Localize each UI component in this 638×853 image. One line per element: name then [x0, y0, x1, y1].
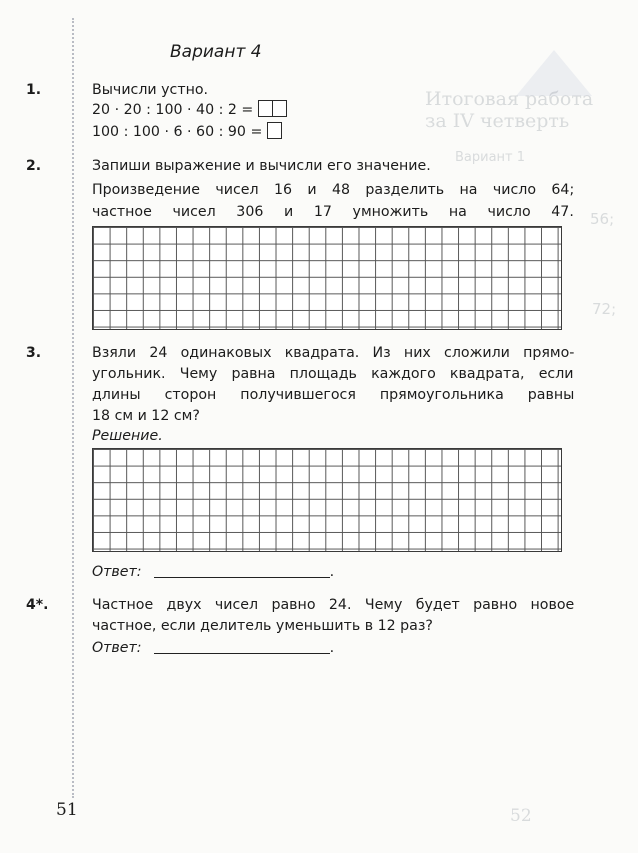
bleed-page-number: 52	[510, 806, 532, 826]
bleed-number-b: 72;	[592, 300, 617, 318]
task-1-line-1: Вычисли устно.	[92, 82, 209, 98]
task-2-line-1: Запиши выражение и вычисли его значение.	[92, 158, 431, 174]
bleed-number-a: 56;	[590, 210, 615, 228]
task-4-line-1: Частное двух чисел равно 24. Чему будет равно новое	[92, 597, 575, 613]
task-3-line-4: 18 см и 12 см?	[92, 408, 200, 424]
task-3-answer-row	[92, 562, 334, 582]
bleed-title: Итоговая работа	[425, 88, 594, 110]
task-3-line-1: Взяли 24 одинаковых квадрата. Из них сложили прямо-	[92, 345, 575, 361]
task-4-answer-line[interactable]	[154, 639, 330, 654]
task-3-solution-label: Решение.	[92, 428, 163, 444]
variant-title: Вариант 4	[170, 42, 262, 62]
bleed-variant: Вариант 1	[455, 150, 526, 165]
answer-box[interactable]	[258, 100, 273, 117]
task-4-number: 4*.	[26, 597, 49, 613]
task-1-number: 1.	[26, 82, 42, 98]
task-1-expression-2-text: 100 : 100 · 6 · 60 : 90 =	[92, 124, 263, 140]
task-4-answer-row	[92, 638, 334, 658]
page-number: 51	[56, 800, 78, 820]
task-3-answer-line[interactable]	[154, 563, 330, 578]
answer-box[interactable]	[267, 122, 282, 139]
task-1-expression-1-text: 20 · 20 : 100 · 40 : 2 =	[92, 102, 254, 118]
task-2-line-3: частное чисел 306 и 17 умножить на число 47.	[92, 204, 574, 220]
task-3-answer-label: Ответ:	[92, 564, 142, 580]
answer-box[interactable]	[273, 100, 287, 117]
task-3-line-2: угольник. Чему равна площадь каждого квадрата, если	[92, 366, 574, 382]
task-3-answer-end: .	[329, 564, 335, 580]
task-2-number: 2.	[26, 158, 42, 174]
task-1-expression-2	[92, 122, 282, 142]
task-4-line-2: частное, если делитель уменьшить в 12 раз?	[92, 618, 433, 634]
task-3-solution-grid[interactable]	[92, 448, 562, 552]
task-2-answer-grid[interactable]	[92, 226, 562, 330]
task-4-answer-label: Ответ:	[92, 640, 142, 656]
dotted-margin	[72, 18, 74, 798]
task-3-line-3: длины сторон получившегося прямоугольника равны	[92, 387, 575, 403]
task-3-number: 3.	[26, 345, 42, 361]
bleed-subtitle: за IV четверть	[425, 110, 570, 132]
task-2-line-2: Произведение чисел 16 и 48 разделить на число 64;	[92, 182, 575, 198]
task-1-expression-1	[92, 100, 287, 120]
task-4-answer-end: .	[329, 640, 335, 656]
